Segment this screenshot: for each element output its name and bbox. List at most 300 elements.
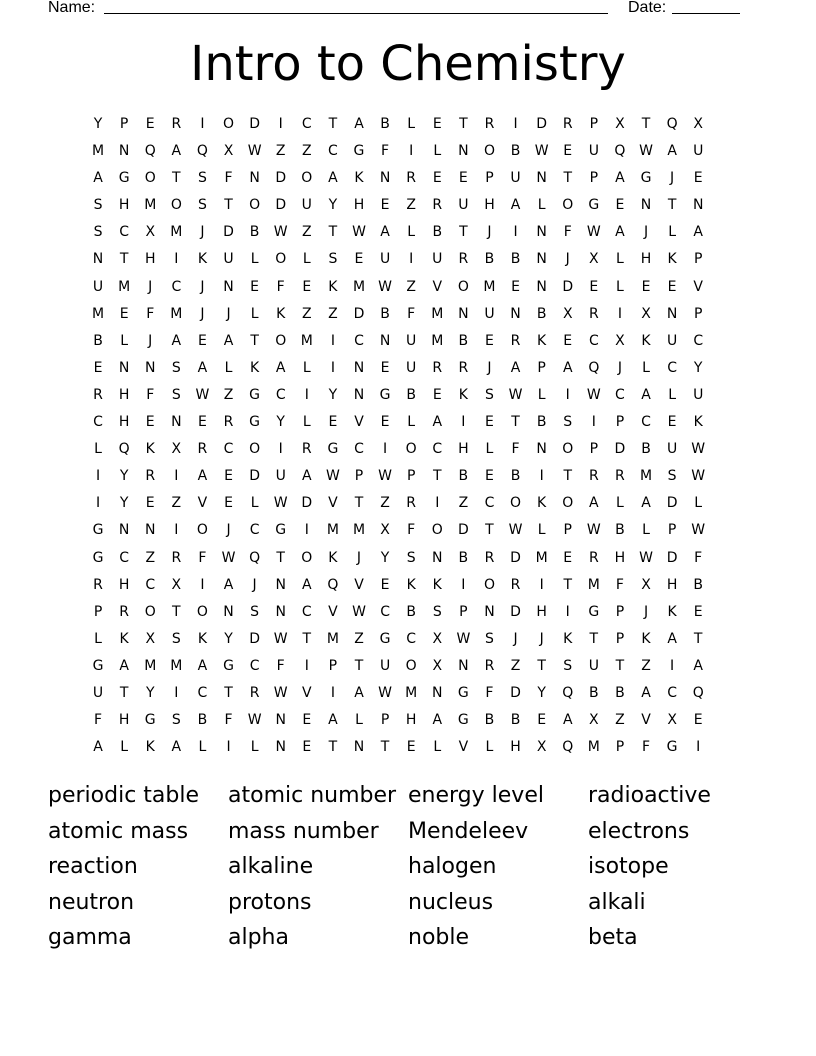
grid-letter: O <box>405 441 417 458</box>
grid-letter: X <box>693 116 703 132</box>
grid-letter: Y <box>328 197 338 214</box>
grid-letter: R <box>484 657 495 674</box>
grid-letter: P <box>693 251 703 268</box>
grid-letter: N <box>536 441 547 458</box>
grid-letter: F <box>276 657 285 674</box>
grid-letter: P <box>563 522 572 539</box>
grid-letter: C <box>145 576 156 593</box>
grid-letter: I <box>461 576 466 593</box>
grid-letter: G <box>457 712 469 729</box>
grid-letter: J <box>226 305 231 322</box>
grid-letter: K <box>458 386 468 403</box>
grid-letter: E <box>563 549 573 566</box>
grid-letter: M <box>587 739 600 756</box>
grid-letter: L <box>485 739 494 756</box>
grid-letter: M <box>326 630 339 647</box>
grid-letter: R <box>145 468 156 485</box>
grid-letter: H <box>640 251 652 268</box>
grid-letter: W <box>378 278 392 295</box>
grid-letter: A <box>119 657 129 674</box>
grid-letter: U <box>406 332 417 349</box>
grid-letter: X <box>667 712 677 729</box>
grid-letter: I <box>200 116 205 132</box>
grid-letter: Y <box>276 414 285 431</box>
grid-letter: J <box>643 224 649 241</box>
grid-letter: U <box>510 170 521 187</box>
grid-letter: A <box>641 495 651 512</box>
grid-letter: K <box>197 251 208 268</box>
grid-letter: X <box>615 332 625 349</box>
grid-letter: D <box>536 116 548 132</box>
grid-letter: E <box>380 576 390 593</box>
grid-letter: N <box>510 305 521 322</box>
grid-letter: G <box>144 712 156 729</box>
grid-letter: A <box>171 143 182 160</box>
grid-letter: K <box>563 630 573 647</box>
grid-letter: N <box>536 251 547 268</box>
grid-letter: O <box>196 522 208 539</box>
grid-letter: V <box>354 576 364 593</box>
grid-letter: R <box>432 359 443 376</box>
grid-letter: B <box>536 414 547 431</box>
grid-letter: F <box>641 739 651 756</box>
word-bank-item: Mendeleev <box>408 818 529 844</box>
grid-letter: A <box>354 684 364 701</box>
grid-letter: E <box>224 495 233 512</box>
word-bank-item: halogen <box>408 854 497 880</box>
grid-letter: Q <box>692 684 704 701</box>
grid-letter: M <box>118 278 131 295</box>
grid-letter: C <box>693 332 704 349</box>
grid-letter: K <box>537 332 547 349</box>
grid-letter: C <box>667 359 677 376</box>
grid-letter: Z <box>354 630 364 647</box>
grid-letter: H <box>118 712 130 729</box>
grid-letter: S <box>406 549 416 566</box>
grid-letter: K <box>354 170 364 187</box>
grid-letter: N <box>275 576 286 593</box>
grid-letter: E <box>563 332 573 349</box>
grid-letter: O <box>275 332 287 349</box>
grid-letter: E <box>302 712 312 729</box>
grid-letter: T <box>119 684 129 701</box>
grid-letter: G <box>92 549 104 566</box>
grid-letter: Y <box>328 386 338 403</box>
grid-letter: L <box>668 224 677 241</box>
grid-letter: T <box>250 332 259 349</box>
grid-letter: A <box>302 576 312 593</box>
grid-letter: T <box>172 603 181 620</box>
grid-letter: P <box>380 712 390 729</box>
grid-letter: T <box>119 251 129 268</box>
grid-letter: V <box>693 278 703 295</box>
grid-letter: X <box>589 251 599 268</box>
grid-letter: A <box>615 224 625 241</box>
grid-letter: A <box>641 684 651 701</box>
grid-letter: P <box>354 468 364 485</box>
grid-letter: H <box>484 197 495 214</box>
grid-letter: Z <box>302 224 312 241</box>
grid-letter: N <box>353 386 365 403</box>
grid-letter: K <box>145 441 155 458</box>
grid-letter: Y <box>93 116 103 132</box>
grid-letter: F <box>224 170 233 187</box>
header-line <box>48 0 748 19</box>
grid-letter: W <box>352 603 366 620</box>
grid-letter: Q <box>249 549 261 566</box>
grid-letter: I <box>278 116 283 132</box>
grid-letter: M <box>405 684 418 701</box>
grid-letter: E <box>250 278 260 295</box>
grid-letter: T <box>354 657 364 674</box>
grid-letter: E <box>432 170 442 187</box>
grid-letter: Q <box>144 143 156 160</box>
grid-letter: N <box>118 143 130 160</box>
grid-letter: G <box>379 386 391 403</box>
grid-letter: F <box>511 441 520 458</box>
grid-letter: U <box>379 251 391 268</box>
grid-letter: U <box>92 278 104 295</box>
grid-letter: L <box>694 495 703 512</box>
grid-letter: X <box>589 712 599 729</box>
grid-letter: J <box>200 278 205 295</box>
grid-letter: S <box>197 170 207 187</box>
grid-letter: L <box>407 414 416 431</box>
grid-letter: N <box>353 739 365 756</box>
grid-letter: I <box>226 739 231 756</box>
grid-letter: C <box>406 630 417 647</box>
grid-letter: B <box>510 712 521 729</box>
grid-letter: E <box>302 739 312 756</box>
grid-letter: U <box>92 684 104 701</box>
grid-letter: H <box>614 549 626 566</box>
grid-letter: E <box>693 712 703 729</box>
grid-letter: L <box>668 386 677 403</box>
word-bank-item: periodic table <box>48 783 200 808</box>
grid-letter: E <box>145 495 155 512</box>
grid-letter: E <box>380 197 390 214</box>
grid-letter: T <box>459 224 468 241</box>
grid-letter: M <box>431 305 444 322</box>
grid-letter: L <box>407 116 416 132</box>
grid-letter: B <box>510 468 521 485</box>
grid-letter: U <box>275 468 286 485</box>
grid-letter: E <box>641 278 651 295</box>
grid-letter: A <box>328 170 338 187</box>
grid-letter: W <box>691 468 706 485</box>
grid-letter: X <box>562 305 573 322</box>
grid-letter: F <box>407 522 416 539</box>
grid-letter: O <box>196 603 208 620</box>
grid-letter: K <box>667 251 677 268</box>
grid-letter: E <box>224 468 233 485</box>
grid-letter: T <box>354 495 364 512</box>
word-bank-item: atomic number <box>228 783 397 808</box>
grid-letter: B <box>458 468 469 485</box>
grid-letter: I <box>330 684 335 701</box>
grid-letter: C <box>249 522 260 539</box>
grid-letter: P <box>93 603 103 620</box>
grid-letter: G <box>92 657 104 674</box>
grid-letter: B <box>693 576 703 593</box>
grid-letter: L <box>224 359 233 376</box>
grid-letter: S <box>250 603 260 620</box>
grid-letter: F <box>381 143 390 160</box>
grid-letter: R <box>588 468 599 485</box>
grid-letter: L <box>616 278 624 295</box>
grid-letter: A <box>197 657 208 674</box>
grid-letter: Q <box>118 441 130 458</box>
grid-letter: N <box>275 712 286 729</box>
grid-letter: A <box>223 576 234 593</box>
grid-letter: A <box>641 386 651 403</box>
grid-letter: W <box>273 684 288 701</box>
grid-letter: C <box>249 657 260 674</box>
grid-letter: Q <box>666 116 678 132</box>
grid-letter: V <box>432 278 443 295</box>
grid-letter: E <box>380 359 390 376</box>
grid-letter: N <box>536 170 547 187</box>
grid-letter: I <box>174 684 179 701</box>
grid-letter: N <box>223 603 234 620</box>
grid-letter: R <box>562 116 573 132</box>
grid-letter: K <box>328 549 338 566</box>
grid-letter: L <box>433 143 442 160</box>
grid-letter: I <box>565 386 570 403</box>
grid-letter: Z <box>328 305 338 322</box>
grid-letter: B <box>432 224 443 241</box>
grid-letter: U <box>432 251 443 268</box>
grid-letter: A <box>432 712 443 729</box>
grid-letter: H <box>144 251 156 268</box>
grid-letter: H <box>118 414 130 431</box>
grid-letter: L <box>537 522 546 539</box>
grid-letter: G <box>666 739 678 756</box>
grid-letter: C <box>275 386 286 403</box>
grid-letter: X <box>380 522 390 539</box>
grid-letter: V <box>328 495 338 512</box>
grid-letter: A <box>328 712 338 729</box>
grid-letter: O <box>483 143 495 160</box>
word-bank-item: electrons <box>588 818 690 844</box>
grid-letter: E <box>511 278 520 295</box>
grid-letter: N <box>275 739 286 756</box>
grid-letter: L <box>94 630 102 647</box>
grid-letter: D <box>353 305 365 322</box>
grid-letter: K <box>537 495 547 512</box>
grid-letter: M <box>170 305 183 322</box>
grid-letter: B <box>249 224 260 241</box>
grid-letter: T <box>276 549 285 566</box>
grid-letter: R <box>249 684 260 701</box>
grid-letter: O <box>249 197 261 214</box>
grid-letter: N <box>458 305 469 322</box>
grid-letter: E <box>485 468 494 485</box>
grid-letter: C <box>328 143 338 160</box>
grid-letter: M <box>92 143 105 160</box>
grid-letter: D <box>614 441 626 458</box>
grid-letter: K <box>641 630 651 647</box>
grid-letter: I <box>200 576 205 593</box>
word-bank-item: mass number <box>228 818 379 844</box>
grid-letter: O <box>144 603 156 620</box>
grid-letter: B <box>615 522 625 539</box>
grid-letter: K <box>250 359 260 376</box>
grid-letter: R <box>510 332 521 349</box>
grid-letter: O <box>562 495 574 512</box>
grid-letter: J <box>356 549 362 566</box>
grid-letter: E <box>667 278 677 295</box>
grid-letter: I <box>383 441 388 458</box>
grid-letter: K <box>276 305 286 322</box>
grid-letter: P <box>328 657 338 674</box>
grid-letter: J <box>200 224 205 241</box>
grid-letter: R <box>406 170 417 187</box>
grid-letter: H <box>353 197 365 214</box>
grid-letter: T <box>511 414 520 431</box>
grid-letter: J <box>617 359 622 376</box>
grid-letter: J <box>513 630 518 647</box>
grid-letter: I <box>617 305 622 322</box>
grid-letter: W <box>691 522 706 539</box>
grid-letter: L <box>407 224 416 241</box>
grid-letter: I <box>278 441 283 458</box>
grid-letter: X <box>615 116 625 132</box>
grid-letter: H <box>405 712 417 729</box>
grid-letter: G <box>249 386 261 403</box>
grid-letter: E <box>432 116 442 132</box>
grid-letter: R <box>588 549 599 566</box>
grid-letter: G <box>353 143 365 160</box>
grid-letter: C <box>197 684 208 701</box>
grid-letter: B <box>458 332 469 349</box>
grid-letter: T <box>485 522 494 539</box>
grid-letter: I <box>565 603 570 620</box>
grid-letter: W <box>508 386 523 403</box>
grid-letter: E <box>145 116 155 132</box>
grid-letter: D <box>666 495 678 512</box>
grid-letter: D <box>301 495 313 512</box>
grid-letter: O <box>562 441 574 458</box>
grid-letter: D <box>223 224 234 241</box>
grid-letter: Z <box>145 549 156 566</box>
grid-letter: I <box>670 657 675 674</box>
grid-letter: C <box>119 549 130 566</box>
grid-letter: A <box>615 170 625 187</box>
grid-letter: W <box>273 495 288 512</box>
grid-letter: L <box>302 359 311 376</box>
grid-letter: W <box>534 143 549 160</box>
grid-letter: E <box>589 278 599 295</box>
grid-letter: Z <box>641 657 651 674</box>
grid-letter: V <box>641 712 651 729</box>
grid-letter: X <box>171 576 182 593</box>
grid-letter: T <box>563 468 573 485</box>
grid-letter: E <box>119 305 129 322</box>
grid-letter: A <box>223 332 234 349</box>
grid-letter: L <box>355 712 363 729</box>
grid-letter: P <box>589 441 599 458</box>
grid-letter: X <box>432 657 443 674</box>
grid-letter: D <box>666 549 678 566</box>
grid-letter: V <box>302 684 312 701</box>
grid-letter: U <box>484 305 495 322</box>
grid-letter: T <box>615 657 625 674</box>
grid-letter: W <box>378 468 392 485</box>
grid-letter: B <box>380 116 390 132</box>
grid-letter: L <box>94 441 102 458</box>
grid-letter: A <box>197 468 208 485</box>
grid-letter: U <box>588 657 599 674</box>
page-title: Intro to Chemistry <box>190 36 626 92</box>
word-bank-item: alkaline <box>228 854 314 880</box>
grid-letter: Z <box>510 657 521 674</box>
grid-letter: E <box>615 197 625 214</box>
grid-letter: S <box>485 630 494 647</box>
grid-letter: D <box>510 603 521 620</box>
grid-letter: L <box>250 305 259 322</box>
grid-letter: R <box>93 386 103 403</box>
grid-letter: L <box>250 739 259 756</box>
grid-letter: H <box>536 603 547 620</box>
grid-letter: W <box>247 143 262 160</box>
grid-letter: W <box>352 224 366 241</box>
grid-letter: R <box>171 116 182 132</box>
grid-letter: C <box>588 332 599 349</box>
word-bank-item: noble <box>408 925 470 951</box>
grid-letter: G <box>457 684 469 701</box>
grid-letter: E <box>145 414 155 431</box>
word-bank-item: alkali <box>588 889 646 915</box>
grid-letter: W <box>325 468 340 485</box>
grid-letter: U <box>223 251 234 268</box>
grid-letter: E <box>302 278 312 295</box>
grid-letter: T <box>302 630 312 647</box>
grid-letter: M <box>352 522 366 539</box>
word-search-grid <box>85 111 711 761</box>
grid-letter: S <box>667 468 677 485</box>
grid-letter: N <box>458 657 469 674</box>
grid-letter: A <box>589 495 599 512</box>
grid-letter: N <box>249 170 260 187</box>
grid-letter: R <box>119 603 129 620</box>
grid-letter: E <box>197 414 207 431</box>
grid-letter: R <box>484 549 495 566</box>
grid-letter: F <box>407 305 416 322</box>
grid-letter: V <box>328 603 338 620</box>
grid-letter: H <box>118 197 130 214</box>
grid-letter: O <box>301 170 313 187</box>
grid-letter: P <box>667 522 677 539</box>
grid-letter: N <box>692 197 704 214</box>
grid-letter: B <box>458 549 469 566</box>
grid-letter: I <box>304 386 309 403</box>
grid-letter: N <box>379 332 391 349</box>
grid-letter: N <box>223 278 234 295</box>
grid-letter: T <box>224 197 233 214</box>
grid-letter: N <box>536 278 547 295</box>
grid-letter: I <box>95 468 101 485</box>
grid-letter: G <box>249 414 261 431</box>
grid-letter: S <box>93 197 103 214</box>
grid-letter: S <box>171 359 181 376</box>
grid-letter: N <box>144 359 156 376</box>
grid-letter: Z <box>302 143 312 160</box>
word-bank-item: radioactive <box>588 783 711 808</box>
grid-letter: M <box>326 522 339 539</box>
grid-letter: O <box>301 549 313 566</box>
grid-letter: Z <box>223 386 234 403</box>
